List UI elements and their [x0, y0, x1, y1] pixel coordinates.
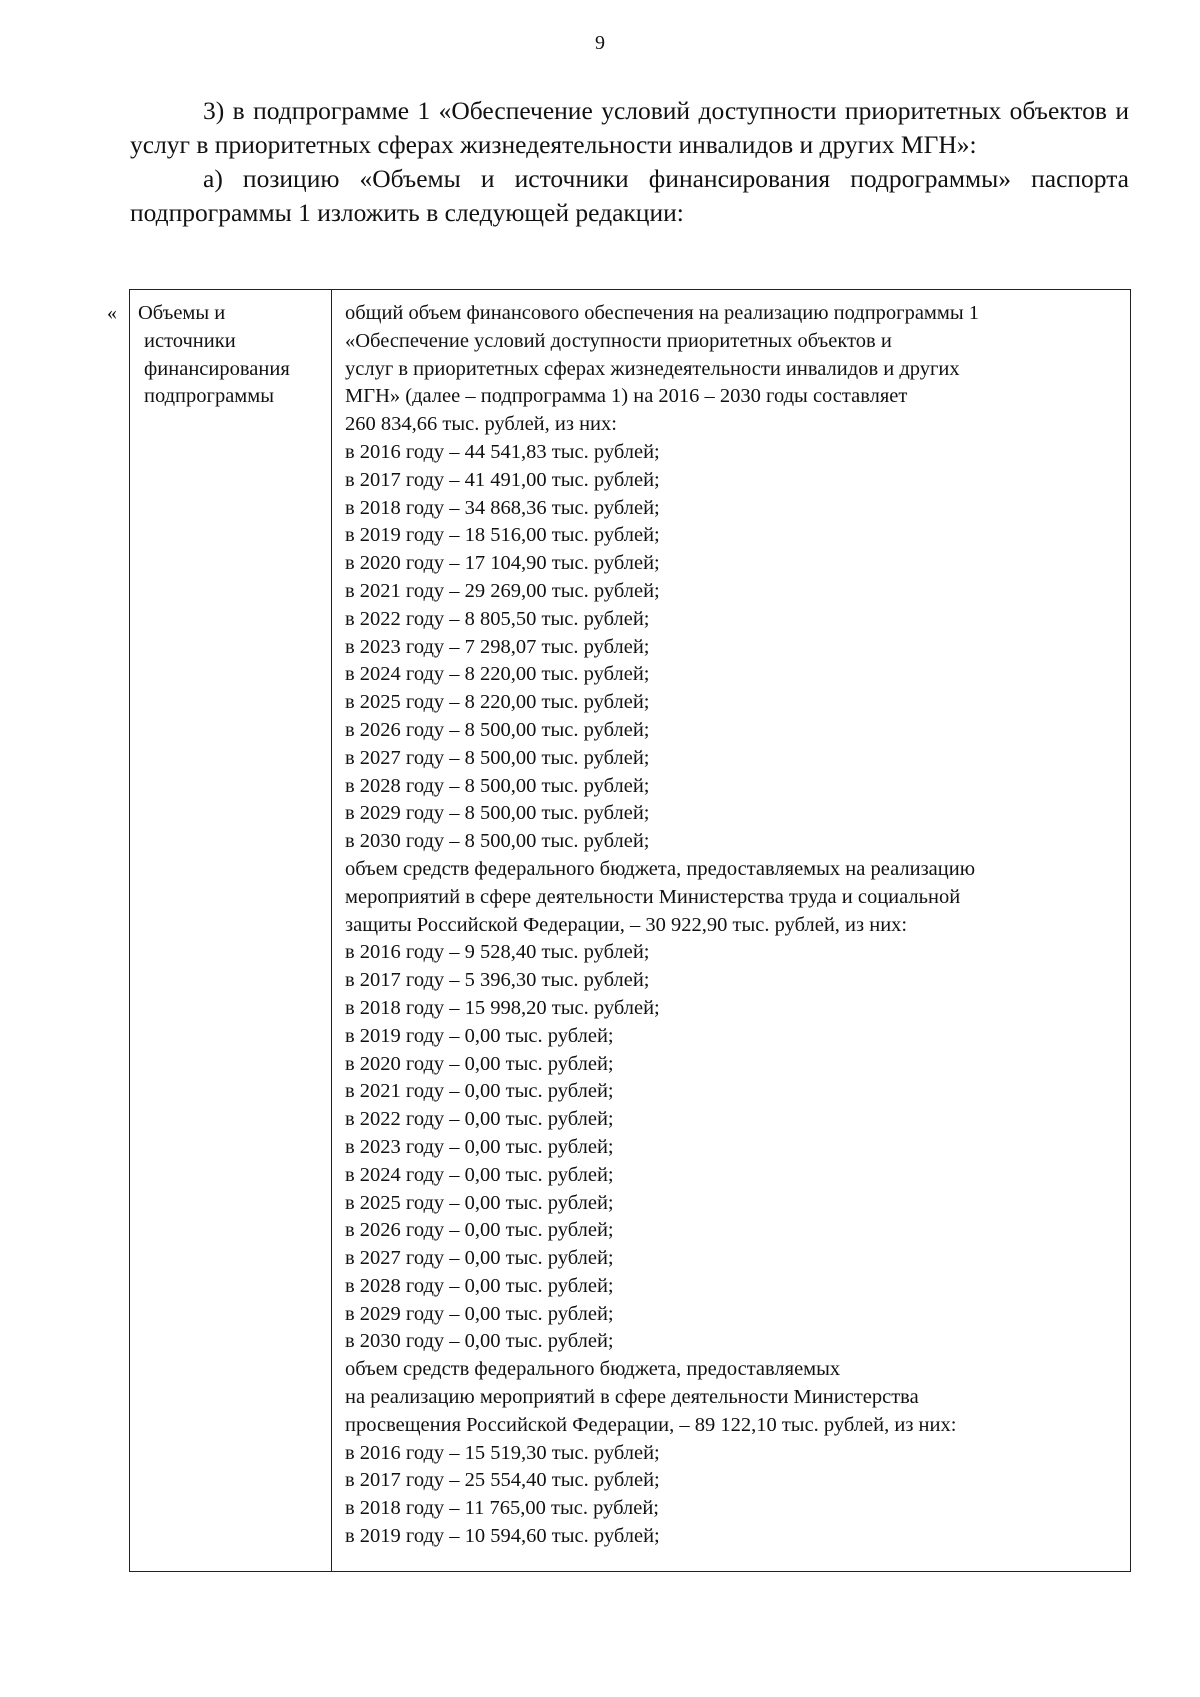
value-line: в 2019 году – 0,00 тыс. рублей;	[345, 1024, 614, 1047]
value-line: в 2023 году – 7 298,07 тыс. рублей;	[345, 635, 650, 658]
intro-paragraph-1: 3) в подпрограмме 1 «Обеспечение условий доступности приоритетных объектов и услуг в приоритетных сферах жизнедеятельности инвалидов и других МГН»:	[130, 96, 1129, 159]
table-label-cell	[130, 290, 332, 1571]
value-line: в 2024 году – 8 220,00 тыс. рублей;	[345, 663, 650, 686]
value-line: в 2028 году – 0,00 тыс. рублей;	[345, 1274, 614, 1297]
value-line: в 2018 году – 15 998,20 тыс. рублей;	[345, 996, 660, 1019]
value-line: в 2018 году – 34 868,36 тыс. рублей;	[345, 496, 660, 519]
value-line: в 2016 году – 44 541,83 тыс. рублей;	[345, 440, 660, 463]
value-line: в 2022 году – 0,00 тыс. рублей;	[345, 1108, 614, 1131]
value-line: объем средств федерального бюджета, предоставляемых на реализацию	[345, 857, 976, 880]
value-line: в 2022 году – 8 805,50 тыс. рублей;	[345, 607, 650, 630]
value-line: в 2019 году – 18 516,00 тыс. рублей;	[345, 524, 660, 547]
value-line: «Обеспечение условий доступности приоритетных объектов и	[345, 329, 892, 352]
value-line: в 2020 году – 17 104,90 тыс. рублей;	[345, 552, 660, 575]
value-line: МГН» (далее – подпрограмма 1) на 2016 – 2030 годы составляет	[345, 385, 908, 408]
page-number: 9	[595, 32, 605, 54]
value-line: в 2018 году – 11 765,00 тыс. рублей;	[345, 1497, 659, 1520]
open-quote-mark: «	[107, 302, 117, 324]
value-line: в 2028 году – 8 500,00 тыс. рублей;	[345, 774, 650, 797]
value-line: в 2017 году – 25 554,40 тыс. рублей;	[345, 1469, 660, 1492]
value-line: в 2021 году – 0,00 тыс. рублей;	[345, 1080, 614, 1103]
value-line: в 2026 году – 0,00 тыс. рублей;	[345, 1219, 614, 1242]
value-line: в 2030 году – 8 500,00 тыс. рублей;	[345, 830, 650, 853]
value-line: в 2025 году – 8 220,00 тыс. рублей;	[345, 691, 650, 714]
value-line: в 2029 году – 0,00 тыс. рублей;	[345, 1302, 614, 1325]
intro-text	[130, 94, 1129, 230]
value-line: в 2017 году – 41 491,00 тыс. рублей;	[345, 468, 660, 491]
value-line: в 2024 году – 0,00 тыс. рублей;	[345, 1163, 614, 1186]
value-line: защиты Российской Федерации, – 30 922,90 тыс. рублей, из них:	[345, 913, 908, 936]
value-line: в 2016 году – 15 519,30 тыс. рублей;	[345, 1441, 660, 1464]
value-line: в 2027 году – 8 500,00 тыс. рублей;	[345, 746, 650, 769]
value-line: мероприятий в сфере деятельности Министерства труда и социальной	[345, 885, 961, 908]
label-line: Объемы и	[138, 302, 226, 324]
value-line: 260 834,66 тыс. рублей, из них:	[345, 413, 617, 436]
label-line: источники	[144, 329, 236, 352]
value-line: в 2029 году – 8 500,00 тыс. рублей;	[345, 802, 650, 825]
value-line: объем средств федерального бюджета, предоставляемых	[345, 1358, 841, 1381]
value-line: в 2016 году – 9 528,40 тыс. рублей;	[345, 941, 650, 964]
value-line: в 2023 году – 0,00 тыс. рублей;	[345, 1135, 614, 1158]
value-line: в 2019 году – 10 594,60 тыс. рублей;	[345, 1525, 660, 1548]
value-line: в 2027 году – 0,00 тыс. рублей;	[345, 1247, 614, 1270]
value-line: общий объем финансового обеспечения на реализацию подпрограммы 1	[345, 302, 980, 324]
intro-paragraph-2: а) позицию «Объемы и источники финансирования подрограммы» паспорта подпрограммы 1 изложить в следующей редакции:	[130, 164, 1129, 227]
passport-table	[129, 289, 1131, 1572]
value-line: в 2020 году – 0,00 тыс. рублей;	[345, 1052, 614, 1075]
label-line: подпрограммы	[144, 385, 275, 408]
value-line: в 2030 году – 0,00 тыс. рублей;	[345, 1330, 614, 1353]
value-line: на реализацию мероприятий в сфере деятельности Министерства	[345, 1386, 919, 1409]
value-line: просвещения Российской Федерации, – 89 122,10 тыс. рублей, из них:	[345, 1413, 957, 1436]
value-line: услуг в приоритетных сферах жизнедеятельности инвалидов и других	[345, 357, 960, 380]
value-line: в 2021 году – 29 269,00 тыс. рублей;	[345, 579, 660, 602]
value-line: в 2025 году – 0,00 тыс. рублей;	[345, 1191, 614, 1214]
label-line: финансирования	[144, 357, 290, 380]
value-line: в 2017 году – 5 396,30 тыс. рублей;	[345, 969, 650, 992]
value-line: в 2026 году – 8 500,00 тыс. рублей;	[345, 718, 650, 741]
table-value-cell	[345, 300, 1122, 1551]
